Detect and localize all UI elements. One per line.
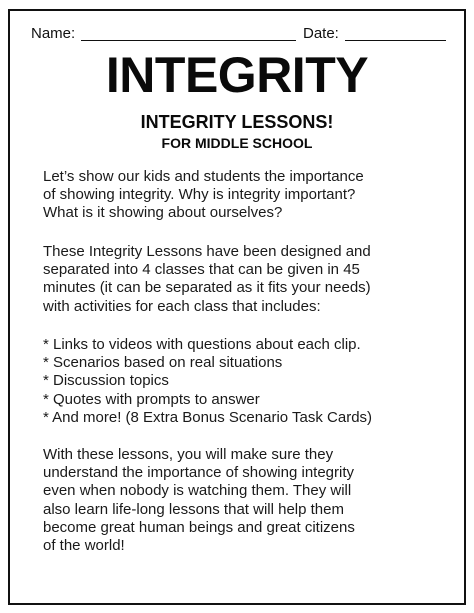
text-line: Let’s show our kids and students the importance (43, 168, 364, 185)
list-item: * And more! (8 Extra Bonus Scenario Task Cards) (43, 408, 373, 426)
text-line: With these lessons, you will make sure they (43, 446, 334, 463)
text-line: of showing integrity. Why is integrity important? (43, 186, 356, 204)
list-item: * Scenarios based on real situations (43, 354, 283, 372)
features-list (43, 336, 443, 427)
closing-paragraph (43, 446, 443, 555)
date-field-line[interactable] (345, 40, 446, 41)
text-line: even when nobody is watching them. They will (43, 482, 352, 500)
page-title: INTEGRITY (105, 47, 369, 103)
text-line: of the world! (43, 537, 125, 555)
text-line: understand the importance of showing integrity (43, 464, 355, 482)
text-line: These Integrity Lessons have been designed and (43, 243, 371, 260)
text-line: What is it showing about ourselves? (43, 204, 283, 222)
text-line: separated into 4 classes that can be given in 45 (43, 261, 360, 279)
name-field-line[interactable] (81, 40, 296, 41)
intro-paragraph (43, 168, 443, 223)
design-paragraph (43, 243, 443, 316)
text-line: with activities for each class that includes: (43, 297, 321, 315)
list-item: * Quotes with prompts to answer (43, 390, 260, 408)
text-line: also learn life-long lessons that will help them (43, 500, 344, 518)
list-item: * Discussion topics (43, 372, 169, 390)
date-label: Date: (303, 25, 339, 42)
text-line: become great human beings and great citizens (43, 518, 355, 536)
name-label: Name: (31, 25, 76, 42)
text-line: minutes (it can be separated as it fits your needs) (43, 279, 371, 297)
name-date-header (31, 23, 446, 43)
page-subtitle: INTEGRITY LESSONS! (140, 112, 334, 132)
audience-label: FOR MIDDLE SCHOOL (161, 135, 313, 151)
list-item: * Links to videos with questions about each clip. (43, 336, 361, 353)
